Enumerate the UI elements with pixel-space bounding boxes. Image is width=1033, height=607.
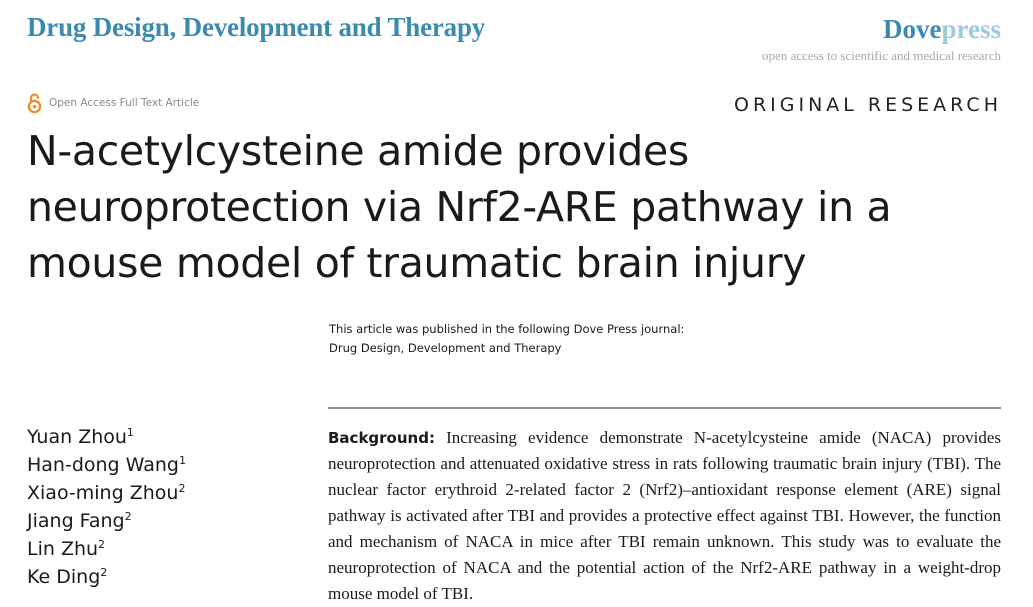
journal-note bbox=[329, 320, 684, 358]
author-name: Han-dong Wang bbox=[27, 454, 179, 476]
open-access-lock-icon bbox=[27, 92, 42, 114]
publisher-logo-press: press bbox=[941, 14, 1001, 44]
author-name: Xiao-ming Zhou bbox=[27, 482, 179, 504]
author[interactable] bbox=[27, 451, 186, 479]
author[interactable] bbox=[27, 479, 186, 507]
abstract-label: Background: bbox=[328, 429, 435, 447]
author-list bbox=[27, 423, 186, 591]
author-affiliation: 2 bbox=[100, 566, 108, 579]
journal-note-journal-link[interactable]: Drug Design, Development and Therapy bbox=[329, 341, 562, 355]
author[interactable] bbox=[27, 535, 186, 563]
author[interactable] bbox=[27, 563, 186, 591]
journal-note-line-1: This article was published in the following Dove Press journal: bbox=[329, 322, 685, 336]
author-name: Jiang Fang bbox=[27, 510, 125, 532]
publisher-logo-dove: Dove bbox=[883, 14, 942, 44]
author-affiliation: 2 bbox=[98, 538, 106, 551]
author-affiliation: 2 bbox=[178, 482, 186, 495]
author-affiliation: 2 bbox=[124, 510, 132, 523]
abstract-text: Increasing evidence demonstrate N-acetylcysteine amide (NACA) provides neuroprotection and attenuated oxidative stress in rats following traumatic brain injury (TBI). The nuclear factor erythroid 2-related factor 2 (Nrf2)–antioxidant response element (ARE) signal pathway is activated after TBI and provides a protective effect against TBI. However, the function and mechanism of NACA in mice after TBI remain unknown. This study was to evaluate the neuroprotection of NACA and the potential action of the Nrf2-ARE pathway in a weight-drop mouse model of TBI. bbox=[328, 428, 1002, 603]
author-name: Ke Ding bbox=[27, 566, 101, 588]
section-divider bbox=[328, 407, 1001, 409]
dovepress-logo bbox=[762, 12, 1001, 46]
author-affiliation: 1 bbox=[178, 454, 186, 467]
publisher-block bbox=[762, 12, 1001, 64]
article-title: N-acetylcysteine amide provides neuroprotection via Nrf2-ARE pathway in a mouse model of traumatic brain injury bbox=[27, 127, 892, 287]
author[interactable] bbox=[27, 507, 186, 535]
author[interactable] bbox=[27, 423, 186, 451]
author-name: Yuan Zhou bbox=[27, 426, 127, 448]
article-type: ORIGINAL RESEARCH bbox=[733, 94, 1002, 116]
open-access-badge bbox=[27, 92, 199, 114]
author-affiliation: 1 bbox=[126, 426, 134, 439]
author-name: Lin Zhu bbox=[27, 538, 99, 560]
open-access-label: Open Access Full Text Article bbox=[49, 97, 200, 109]
publisher-tagline: open access to scientific and medical research bbox=[762, 48, 1001, 63]
journal-title: Drug Design, Development and Therapy bbox=[27, 12, 486, 42]
abstract-background bbox=[328, 425, 1001, 607]
